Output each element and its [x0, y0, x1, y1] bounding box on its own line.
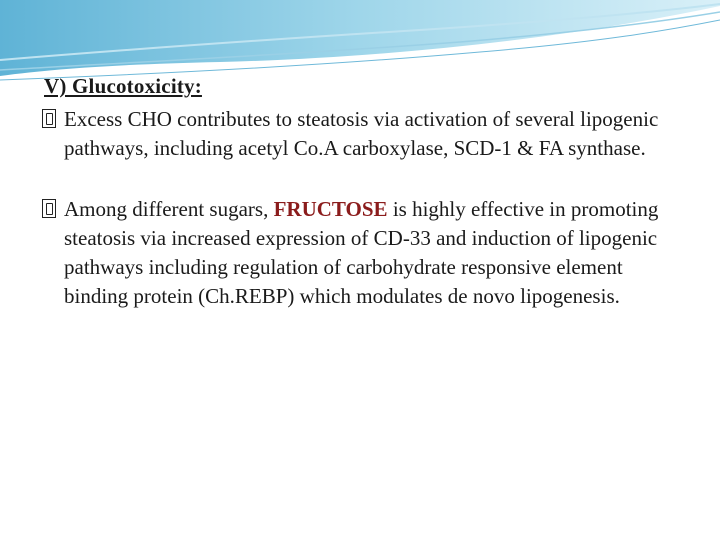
bullet-marker-icon	[42, 109, 56, 128]
highlighted-term: FRUCTOSE	[273, 197, 388, 221]
bullet-item-1	[44, 105, 684, 163]
bullet-marker-icon	[42, 199, 56, 218]
slide-content	[44, 74, 684, 311]
bullet-text-before: Among different sugars,	[64, 197, 274, 221]
bullet-text-after: is highly effective in promoting steatosis via increased expression of CD-33 and induction of lipogenic pathways including regulation of carbohydrate responsive element binding protein (Ch.REBP) which modulates de novo lipogenesis.	[64, 197, 659, 308]
slide-heading: V) Glucotoxicity:	[44, 74, 202, 98]
bullet-text: Excess CHO contributes to steatosis via activation of several lipogenic pathways, including acetyl Co.A carboxylase, SCD-1 & FA synthase.	[64, 107, 659, 160]
bullet-item-2	[44, 195, 684, 311]
